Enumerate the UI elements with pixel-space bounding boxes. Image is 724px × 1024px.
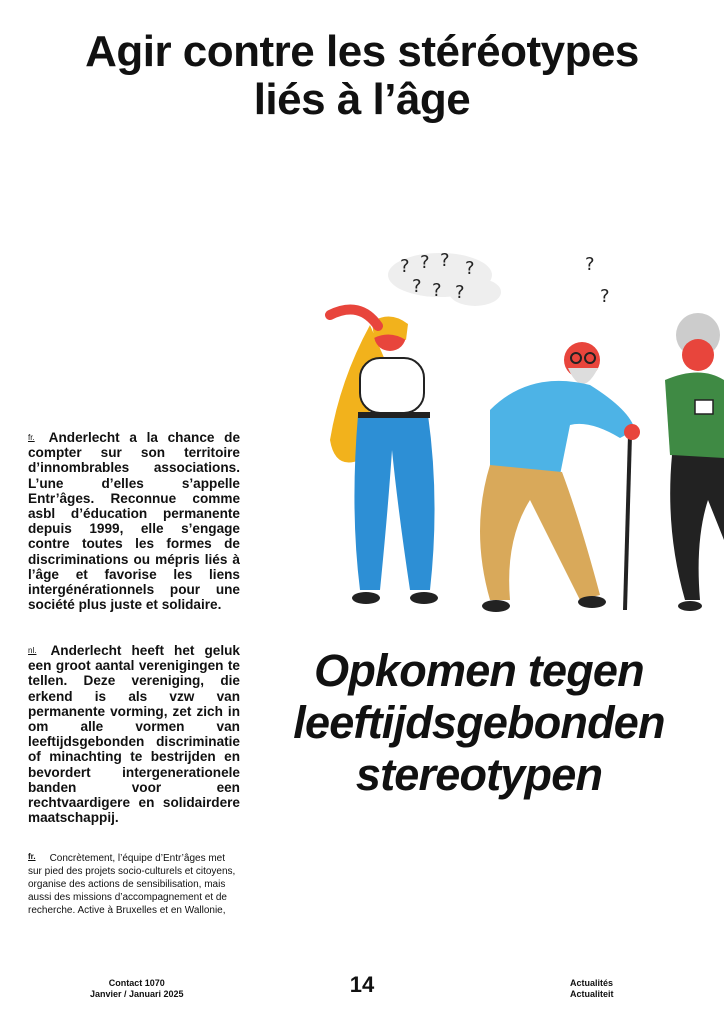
question-mark: ? — [420, 252, 430, 273]
article-fr-body — [28, 850, 240, 917]
title-nl-line3: stereotypen — [355, 749, 603, 800]
question-mark: ? — [432, 280, 442, 301]
footer-magazine-info — [90, 978, 184, 1000]
title-nl-line2: leeftijdsgebonden — [293, 697, 665, 748]
section-fr: Actualités — [570, 978, 614, 988]
elderly-people-illustration — [300, 240, 724, 620]
question-mark: ? — [412, 276, 422, 297]
lang-tag-fr: fr. — [28, 433, 35, 442]
title-nl-line1: Opkomen tegen — [314, 645, 644, 696]
magazine-name: Contact 1070 — [108, 978, 165, 988]
question-mark: ? — [440, 250, 450, 271]
woman-figure — [330, 310, 438, 604]
question-mark: ? — [585, 254, 595, 275]
question-mark: ? — [600, 286, 610, 307]
title-fr-line1: Agir contre les stéréotypes — [85, 27, 639, 76]
fr-body-text: Concrètement, l’équipe d’Entr’âges met sur pied des projets socio-culturels et citoyens, organise des actions de sensibilisation, mais aussi des missions d’accompagnement et de recherche. Active à Bruxelles et en Wallonie, — [28, 853, 236, 916]
question-mark: ? — [455, 282, 465, 303]
footer-section — [570, 978, 614, 1000]
issue-date: Janvier / Januari 2025 — [90, 989, 184, 999]
page-number: 14 — [349, 972, 375, 997]
old-woman-figure — [665, 313, 724, 611]
article-fr-intro — [28, 430, 240, 612]
page-title-fr — [0, 28, 724, 124]
fr-intro-text: Anderlecht a la chance de compter sur son territoire d’innombrables associations. L’une d’elles s’appelle Entr’âges. Reconnue comme asbl d’éducation permanente depuis 1999, elle s’engage contre toutes les formes de discriminations ou mépris liés à l’âge et favorise les liens intergénérationnels pour une société plus juste et solidaire. — [28, 430, 240, 613]
lang-tag-nl: nl. — [28, 646, 37, 655]
old-man-figure — [480, 342, 640, 612]
question-mark: ? — [400, 256, 410, 277]
title-fr-line2: liés à l’âge — [253, 75, 471, 124]
page-title-nl — [258, 645, 700, 801]
question-mark: ? — [465, 258, 475, 279]
article-nl-intro — [28, 643, 240, 825]
thought-cloud-right — [585, 254, 610, 307]
section-nl: Actualiteit — [570, 989, 614, 999]
lang-tag-fr-body: fr. — [28, 852, 36, 861]
nl-intro-text: Anderlecht heeft het geluk een groot aantal verenigingen te tellen. Deze vereniging, die erkend is als vzw van permanente vorming, zet zich in om alle vormen van leeftijdsgebonden discriminatie of minachting te bestrijden en bevordert intergenerationele banden voor een rechtvaardigere en solidairdere maatschappij. — [28, 643, 240, 826]
thought-cloud-left — [388, 250, 501, 306]
